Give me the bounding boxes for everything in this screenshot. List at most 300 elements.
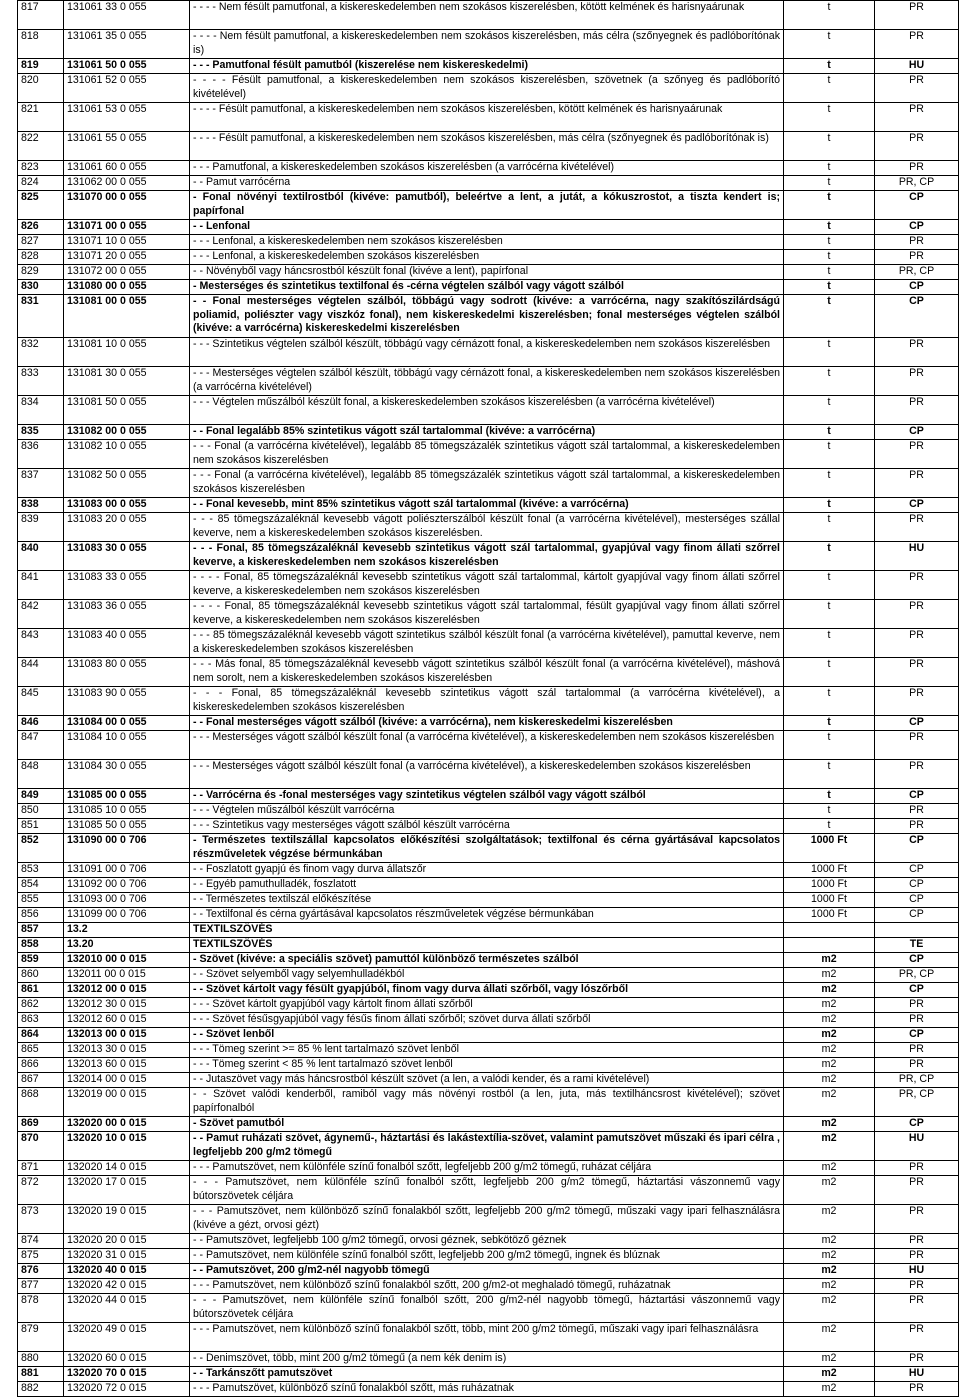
- unit-cell: t: [784, 161, 875, 176]
- description-cell: - - Növényből vagy háncsrostból készült fonal (kivéve a lent), papírfonal: [190, 265, 784, 280]
- description-cell: - Fonal növényi textilrostból (kivéve: pamutból), beleértve a lent, a jutát, a kókuszrostot, a tiszta kendert is; papírfonal: [190, 191, 784, 220]
- survey-type-cell: PR: [875, 1205, 959, 1234]
- survey-type-cell: PR: [875, 629, 959, 658]
- row-number-cell: 877: [18, 1279, 64, 1294]
- product-code-cell: 131084 00 0 055: [64, 716, 190, 731]
- unit-cell: m2: [784, 1234, 875, 1249]
- row-number-cell: 818: [18, 30, 64, 59]
- unit-cell: t: [784, 338, 875, 367]
- description-cell: - Mesterséges és szintetikus textilfonal és -cérna végtelen szálból vagy vágott szálból: [190, 280, 784, 295]
- product-code-cell: 131071 10 0 055: [64, 235, 190, 250]
- table-row: [18, 1205, 959, 1234]
- survey-type-cell: CP: [875, 789, 959, 804]
- product-code-cell: 132013 30 0 015: [64, 1043, 190, 1058]
- table-row: [18, 1132, 959, 1161]
- unit-cell: m2: [784, 998, 875, 1013]
- product-code-cell: 131083 36 0 055: [64, 600, 190, 629]
- unit-cell: t: [784, 658, 875, 687]
- description-cell: - - Varrócérna és -fonal mesterséges vagy szintetikus végtelen szálból vagy vágott szálból: [190, 789, 784, 804]
- survey-type-cell: CP: [875, 716, 959, 731]
- row-number-cell: 869: [18, 1117, 64, 1132]
- unit-cell: m2: [784, 983, 875, 998]
- product-code-cell: 131083 30 0 055: [64, 542, 190, 571]
- survey-type-cell: PR: [875, 571, 959, 600]
- row-number-cell: 879: [18, 1323, 64, 1352]
- survey-type-cell: PR: [875, 1249, 959, 1264]
- survey-type-cell: PR, CP: [875, 1073, 959, 1088]
- row-number-cell: 845: [18, 687, 64, 716]
- description-cell: - - - Pamutfonal, a kiskereskedelemben szokásos kiszerelésben (a varrócérna kivételével): [190, 161, 784, 176]
- table-row: [18, 250, 959, 265]
- survey-type-cell: PR: [875, 440, 959, 469]
- description-cell: - - - Végtelen műszálból készült fonal, a kiskereskedelemben szokásos kiszerelésben (a varrócérna kivételével): [190, 396, 784, 425]
- product-code-cell: 131083 00 0 055: [64, 498, 190, 513]
- survey-type-cell: PR, CP: [875, 176, 959, 191]
- description-cell: - - - - Fésült pamutfonal, a kiskereskedelemben nem szokásos kiszerelésben, kötött kelmének és harisnyaárunak: [190, 103, 784, 132]
- unit-cell: m2: [784, 1028, 875, 1043]
- survey-type-cell: PR: [875, 1323, 959, 1352]
- survey-type-cell: HU: [875, 1264, 959, 1279]
- unit-cell: t: [784, 176, 875, 191]
- product-code-cell: 132020 31 0 015: [64, 1249, 190, 1264]
- unit-cell: t: [784, 513, 875, 542]
- table-row: [18, 1013, 959, 1028]
- row-number-cell: 851: [18, 819, 64, 834]
- product-code-cell: 132020 44 0 015: [64, 1294, 190, 1323]
- survey-type-cell: CP: [875, 425, 959, 440]
- unit-cell: m2: [784, 1382, 875, 1397]
- table-row: [18, 191, 959, 220]
- product-code-cell: 131070 00 0 055: [64, 191, 190, 220]
- table-row: [18, 1249, 959, 1264]
- unit-cell: m2: [784, 1205, 875, 1234]
- description-cell: - - - - Nem fésült pamutfonal, a kiskereskedelemben nem szokásos kiszerelésben, kötött kelmének és harisnyaárunak: [190, 1, 784, 30]
- survey-type-cell: CP: [875, 191, 959, 220]
- survey-type-cell: CP: [875, 280, 959, 295]
- product-code-cell: 131080 00 0 055: [64, 280, 190, 295]
- survey-type-cell: CP: [875, 863, 959, 878]
- unit-cell: t: [784, 571, 875, 600]
- product-code-cell: 131090 00 0 706: [64, 834, 190, 863]
- row-number-cell: 866: [18, 1058, 64, 1073]
- row-number-cell: 852: [18, 834, 64, 863]
- table-row: [18, 571, 959, 600]
- survey-type-cell: HU: [875, 1367, 959, 1382]
- table-row: [18, 629, 959, 658]
- row-number-cell: 819: [18, 59, 64, 74]
- unit-cell: t: [784, 629, 875, 658]
- product-code-cell: 131061 55 0 055: [64, 132, 190, 161]
- description-cell: - - Denimszövet, több, mint 200 g/m2 tömegű (a nem kék denim is): [190, 1352, 784, 1367]
- row-number-cell: 826: [18, 220, 64, 235]
- product-code-cell: 131085 50 0 055: [64, 819, 190, 834]
- product-code-cell: 131082 00 0 055: [64, 425, 190, 440]
- product-code-cell: 131061 35 0 055: [64, 30, 190, 59]
- description-cell: - Szövet pamutból: [190, 1117, 784, 1132]
- row-number-cell: 836: [18, 440, 64, 469]
- description-cell: - - - Pamutszövet, nem különböző színű fonalakból szőtt, legfeljebb 200 g/m2 tömegű, műszaki vagy ipari felhasználásra (kivéve a gézt, orvosi gézt): [190, 1205, 784, 1234]
- unit-cell: t: [784, 819, 875, 834]
- table-row: [18, 1234, 959, 1249]
- row-number-cell: 847: [18, 731, 64, 760]
- table-row: [18, 893, 959, 908]
- table-body: [18, 1, 959, 1397]
- description-cell: - - - Végtelen műszálból készült varrócérna: [190, 804, 784, 819]
- table-row: [18, 760, 959, 789]
- product-code-cell: 131061 60 0 055: [64, 161, 190, 176]
- description-cell: - - - Mesterséges vágott szálból készült fonal (a varrócérna kivételével), a kiskereskedelemben nem szokásos kiszerelésben: [190, 731, 784, 760]
- row-number-cell: 863: [18, 1013, 64, 1028]
- description-cell: - - - Tömeg szerint < 85 % lent tartalmazó szövet lenből: [190, 1058, 784, 1073]
- survey-type-cell: CP: [875, 878, 959, 893]
- row-number-cell: 862: [18, 998, 64, 1013]
- unit-cell: m2: [784, 1117, 875, 1132]
- table-row: [18, 1088, 959, 1117]
- unit-cell: 1000 Ft: [784, 878, 875, 893]
- unit-cell: t: [784, 804, 875, 819]
- survey-type-cell: PR: [875, 161, 959, 176]
- survey-type-cell: TE: [875, 938, 959, 953]
- row-number-cell: 831: [18, 295, 64, 338]
- survey-type-cell: HU: [875, 1132, 959, 1161]
- row-number-cell: 843: [18, 629, 64, 658]
- unit-cell: m2: [784, 1088, 875, 1117]
- product-code-cell: 132011 00 0 015: [64, 968, 190, 983]
- product-code-cell: 131081 10 0 055: [64, 338, 190, 367]
- table-row: [18, 280, 959, 295]
- survey-type-cell: PR: [875, 687, 959, 716]
- product-code-cell: 131091 00 0 706: [64, 863, 190, 878]
- survey-type-cell: CP: [875, 893, 959, 908]
- unit-cell: t: [784, 1, 875, 30]
- product-code-cell: 131099 00 0 706: [64, 908, 190, 923]
- description-cell: - - - Szintetikus vagy mesterséges vágott szálból készült varrócérna: [190, 819, 784, 834]
- unit-cell: m2: [784, 1323, 875, 1352]
- row-number-cell: 857: [18, 923, 64, 938]
- survey-type-cell: CP: [875, 295, 959, 338]
- table-row: [18, 983, 959, 998]
- row-number-cell: 842: [18, 600, 64, 629]
- table-row: [18, 235, 959, 250]
- description-cell: - - - 85 tömegszázaléknál kevesebb vágott szintetikus szálból készült fonal (a varrócérna kivételével), pamuttal keverve, nem a kiskereskedelemben szokásos kiszerelésben: [190, 629, 784, 658]
- unit-cell: m2: [784, 1352, 875, 1367]
- row-number-cell: 817: [18, 1, 64, 30]
- unit-cell: 1000 Ft: [784, 863, 875, 878]
- table-row: [18, 74, 959, 103]
- description-cell: - - - - Fésült pamutfonal, a kiskereskedelemben nem szokásos kiszerelésben, szövetnek (a szőnyeg és padlóborító kivételével): [190, 74, 784, 103]
- row-number-cell: 880: [18, 1352, 64, 1367]
- survey-type-cell: CP: [875, 498, 959, 513]
- table-row: [18, 103, 959, 132]
- unit-cell: m2: [784, 1043, 875, 1058]
- description-cell: - - Fonal mesterséges vágott szálból (kivéve: a varrócérna), nem kiskereskedelmi kiszerelésben: [190, 716, 784, 731]
- description-cell: - - Jutaszövet vagy más háncsrostból készült szövet (a len, a valódi kender, és a rami kivételével): [190, 1073, 784, 1088]
- description-cell: - - - - Nem fésült pamutfonal, a kiskereskedelemben nem szokásos kiszerelésben, más célra (szőnyegnek és padlóborítónak is): [190, 30, 784, 59]
- unit-cell: m2: [784, 1264, 875, 1279]
- description-cell: - - Szövet lenből: [190, 1028, 784, 1043]
- product-code-cell: 131083 20 0 055: [64, 513, 190, 542]
- row-number-cell: 832: [18, 338, 64, 367]
- description-cell: - - Textilfonal és cérna gyártásával kapcsolatos részműveletek végzése bérmunkában: [190, 908, 784, 923]
- row-number-cell: 882: [18, 1382, 64, 1397]
- row-number-cell: 834: [18, 396, 64, 425]
- description-cell: - - Fonal legalább 85% szintetikus vágott szál tartalommal (kivéve: a varrócérna): [190, 425, 784, 440]
- row-number-cell: 850: [18, 804, 64, 819]
- product-code-cell: 131093 00 0 706: [64, 893, 190, 908]
- table-row: [18, 1279, 959, 1294]
- product-code-cell: 132020 40 0 015: [64, 1264, 190, 1279]
- table-row: [18, 834, 959, 863]
- survey-type-cell: PR: [875, 1352, 959, 1367]
- table-row: [18, 338, 959, 367]
- row-number-cell: 840: [18, 542, 64, 571]
- description-cell: - - - Pamutszövet, nem különféle színű fonalból szőtt, legfeljebb 200 g/m2 tömegű, háztartási vászonnemű vagy bútorszövetek céljára: [190, 1176, 784, 1205]
- description-cell: - - Fonal kevesebb, mint 85% szintetikus vágott szál tartalommal (kivéve: a varrócérna): [190, 498, 784, 513]
- table-row: [18, 30, 959, 59]
- description-cell: - - Pamutszövet, nem különféle színű fonalból szőtt, legfeljebb 200 g/m2 tömegű, ingnek és blúznak: [190, 1249, 784, 1264]
- description-cell: - - Foszlatott gyapjú és finom vagy durva állatszőr: [190, 863, 784, 878]
- unit-cell: [784, 923, 875, 938]
- survey-type-cell: [875, 923, 959, 938]
- product-code-cell: 131082 10 0 055: [64, 440, 190, 469]
- row-number-cell: 828: [18, 250, 64, 265]
- unit-cell: t: [784, 220, 875, 235]
- product-code-cell: 132012 00 0 015: [64, 983, 190, 998]
- row-number-cell: 878: [18, 1294, 64, 1323]
- description-cell: - - - Pamutszövet, nem különféle színű fonalból szőtt, legfeljebb 200 g/m2 tömegű, ruházat céljára: [190, 1161, 784, 1176]
- survey-type-cell: PR: [875, 30, 959, 59]
- table-row: [18, 1382, 959, 1397]
- description-cell: - - - - Fonal, 85 tömegszázaléknál kevesebb szintetikus vágott szál tartalommal, fésült gyapjúval vagy finom állati szőrrel keverve, a kiskereskedelemben nem szokásos kiszerelésben: [190, 600, 784, 629]
- survey-type-cell: PR: [875, 1176, 959, 1205]
- survey-type-cell: PR, CP: [875, 1088, 959, 1117]
- table-row: [18, 265, 959, 280]
- product-code-cell: 131083 80 0 055: [64, 658, 190, 687]
- table-row: [18, 425, 959, 440]
- row-number-cell: 824: [18, 176, 64, 191]
- table-row: [18, 59, 959, 74]
- row-number-cell: 859: [18, 953, 64, 968]
- unit-cell: t: [784, 30, 875, 59]
- row-number-cell: 822: [18, 132, 64, 161]
- survey-type-cell: PR: [875, 760, 959, 789]
- table-row: [18, 1043, 959, 1058]
- product-code-cell: 132020 60 0 015: [64, 1352, 190, 1367]
- table-row: [18, 542, 959, 571]
- row-number-cell: 829: [18, 265, 64, 280]
- row-number-cell: 872: [18, 1176, 64, 1205]
- survey-type-cell: PR: [875, 658, 959, 687]
- row-number-cell: 823: [18, 161, 64, 176]
- survey-type-cell: CP: [875, 953, 959, 968]
- product-code-cell: 132020 00 0 015: [64, 1117, 190, 1132]
- table-row: [18, 1264, 959, 1279]
- unit-cell: t: [784, 469, 875, 498]
- survey-type-cell: PR: [875, 250, 959, 265]
- product-code-cell: 131085 10 0 055: [64, 804, 190, 819]
- table-row: [18, 513, 959, 542]
- row-number-cell: 830: [18, 280, 64, 295]
- description-cell: - Természetes textilszállal kapcsolatos előkészítési szolgáltatások; textilfonal és cérna gyártásával kapcsolatos részműveletek végzése bérmunkában: [190, 834, 784, 863]
- description-cell: - - - 85 tömegszázaléknál kevesebb vágott poliészterszálból készült fonal (a varrócérna kivételével), mesterséges szállal keverve, nem a kiskereskedelemben szokásos kiszerelésben.: [190, 513, 784, 542]
- survey-type-cell: PR: [875, 1013, 959, 1028]
- description-cell: - - Pamut varrócérna: [190, 176, 784, 191]
- row-number-cell: 838: [18, 498, 64, 513]
- table-row: [18, 908, 959, 923]
- description-cell: - - - Szövet fésűsgyapjúból vagy fésűs finom állati szőrből; szövet durva állati szőrből: [190, 1013, 784, 1028]
- product-code-cell: 131082 50 0 055: [64, 469, 190, 498]
- survey-type-cell: PR: [875, 396, 959, 425]
- row-number-cell: 860: [18, 968, 64, 983]
- product-code-cell: 131084 10 0 055: [64, 731, 190, 760]
- description-cell: - - Lenfonal: [190, 220, 784, 235]
- description-cell: - Szövet (kivéve: a speciális szövet) pamuttól különböző természetes szálból: [190, 953, 784, 968]
- table-row: [18, 658, 959, 687]
- unit-cell: t: [784, 250, 875, 265]
- unit-cell: m2: [784, 1013, 875, 1028]
- survey-type-cell: PR, CP: [875, 968, 959, 983]
- table-row: [18, 440, 959, 469]
- product-code-cell: 131061 33 0 055: [64, 1, 190, 30]
- survey-type-cell: PR: [875, 600, 959, 629]
- product-code-cell: 132012 60 0 015: [64, 1013, 190, 1028]
- survey-type-cell: PR: [875, 819, 959, 834]
- row-number-cell: 841: [18, 571, 64, 600]
- row-number-cell: 861: [18, 983, 64, 998]
- description-cell: - - - Más fonal, 85 tömegszázaléknál kevesebb vágott szintetikus szálból készült fonal (a varrócérna kivételével), máshová nem sorolt, nem a kiskereskedelemben szokásos kiszerelésben: [190, 658, 784, 687]
- product-code-cell: 132020 17 0 015: [64, 1176, 190, 1205]
- unit-cell: [784, 938, 875, 953]
- product-code-cell: 131083 33 0 055: [64, 571, 190, 600]
- description-cell: - - Szövet valódi kenderből, ramiból vagy más növényi rostból (a len, juta, más textilháncsrost kivételével); szövet papírfonalból: [190, 1088, 784, 1117]
- product-code-cell: 131081 30 0 055: [64, 367, 190, 396]
- survey-type-cell: PR: [875, 731, 959, 760]
- product-code-cell: 132020 19 0 015: [64, 1205, 190, 1234]
- description-cell: - - - Lenfonal, a kiskereskedelemben szokásos kiszerelésben: [190, 250, 784, 265]
- row-number-cell: 864: [18, 1028, 64, 1043]
- table-row: [18, 469, 959, 498]
- unit-cell: m2: [784, 1176, 875, 1205]
- table-row: [18, 687, 959, 716]
- row-number-cell: 825: [18, 191, 64, 220]
- row-number-cell: 875: [18, 1249, 64, 1264]
- product-code-cell: 132010 00 0 015: [64, 953, 190, 968]
- row-number-cell: 844: [18, 658, 64, 687]
- unit-cell: m2: [784, 1073, 875, 1088]
- survey-type-cell: PR: [875, 1058, 959, 1073]
- product-code-cell: 131062 00 0 055: [64, 176, 190, 191]
- survey-type-cell: PR: [875, 469, 959, 498]
- product-code-cell: 132020 10 0 015: [64, 1132, 190, 1161]
- product-code-cell: 132020 70 0 015: [64, 1367, 190, 1382]
- unit-cell: 1000 Ft: [784, 834, 875, 863]
- unit-cell: m2: [784, 1294, 875, 1323]
- product-code-cell: 131071 00 0 055: [64, 220, 190, 235]
- survey-type-cell: PR: [875, 1161, 959, 1176]
- description-cell: - - - - Fonal, 85 tömegszázaléknál kevesebb szintetikus vágott szál tartalommal, kártolt gyapjúval vagy finom állati szőrrel keverve, a kiskereskedelemben nem szokásos kiszerelésben: [190, 571, 784, 600]
- description-cell: - - - Lenfonal, a kiskereskedelemben nem szokásos kiszerelésben: [190, 235, 784, 250]
- description-cell: - - - Fonal, 85 tömegszázaléknál kevesebb szintetikus vágott szál tartalommal (a varrócérna kivételével), a kiskereskedelemben szokásos kiszerelésben: [190, 687, 784, 716]
- product-code-cell: 131072 00 0 055: [64, 265, 190, 280]
- product-code-cell: 131092 00 0 706: [64, 878, 190, 893]
- unit-cell: t: [784, 760, 875, 789]
- row-number-cell: 848: [18, 760, 64, 789]
- survey-type-cell: PR: [875, 1382, 959, 1397]
- table-row: [18, 804, 959, 819]
- table-row: [18, 998, 959, 1013]
- table-row: [18, 161, 959, 176]
- description-cell: - - - Fonal (a varrócérna kivételével), legalább 85 tömegszázalék szintetikus vágott szál tartalommal, a kiskereskedelemben nem szokásos kiszerelésben: [190, 440, 784, 469]
- product-code-cell: 132020 49 0 015: [64, 1323, 190, 1352]
- survey-type-cell: CP: [875, 908, 959, 923]
- table-row: [18, 938, 959, 953]
- unit-cell: t: [784, 498, 875, 513]
- unit-cell: m2: [784, 1161, 875, 1176]
- survey-type-cell: PR: [875, 1234, 959, 1249]
- description-cell: - - - Szövet kártolt gyapjúból vagy kártolt finom állati szőrből: [190, 998, 784, 1013]
- table-row: [18, 1323, 959, 1352]
- unit-cell: m2: [784, 1249, 875, 1264]
- table-row: [18, 863, 959, 878]
- unit-cell: m2: [784, 1279, 875, 1294]
- survey-type-cell: CP: [875, 220, 959, 235]
- product-code-cell: 131061 53 0 055: [64, 103, 190, 132]
- unit-cell: m2: [784, 953, 875, 968]
- product-code-cell: 132014 00 0 015: [64, 1073, 190, 1088]
- table-row: [18, 1073, 959, 1088]
- description-cell: - - Szövet kártolt vagy fésült gyapjúból, finom vagy durva állati szőrből, vagy lószőrből: [190, 983, 784, 998]
- description-cell: - - - Pamutszövet, nem különböző színű fonalakból szőtt, 200 g/m2-ot meghaladó tömegű, ruházatnak: [190, 1279, 784, 1294]
- description-cell: - - Természetes textilszál előkészítése: [190, 893, 784, 908]
- product-code-cell: 131083 90 0 055: [64, 687, 190, 716]
- survey-type-cell: PR: [875, 235, 959, 250]
- description-cell: - - Fonal mesterséges végtelen szálból, többágú vagy sodrott (kivéve: a varrócérna, nagy szakítószilárdságú poliamid, poliészter vagy viszkóz fonal), nem kiskereskedelmi kiszerelésben; fonal mesterséges végtelen szálból (kivéve: a varrócérna) kiskereskedelmi kiszerelésben: [190, 295, 784, 338]
- product-code-cell: 131084 30 0 055: [64, 760, 190, 789]
- survey-type-cell: CP: [875, 983, 959, 998]
- description-cell: - - - Fonal, 85 tömegszázaléknál kevesebb szintetikus vágott szál tartalommal, gyapjúval vagy finom állati szőrrel keverve, a kiskereskedelemben nem szokásos kiszerelésben: [190, 542, 784, 571]
- unit-cell: t: [784, 191, 875, 220]
- unit-cell: t: [784, 542, 875, 571]
- unit-cell: t: [784, 132, 875, 161]
- unit-cell: t: [784, 295, 875, 338]
- row-number-cell: 874: [18, 1234, 64, 1249]
- unit-cell: t: [784, 731, 875, 760]
- table-row: [18, 716, 959, 731]
- unit-cell: t: [784, 103, 875, 132]
- row-number-cell: 868: [18, 1088, 64, 1117]
- table-row: [18, 1367, 959, 1382]
- product-code-cell: 131071 20 0 055: [64, 250, 190, 265]
- description-cell: - - - Mesterséges végtelen szálból készült, többágú vagy cérnázott fonal, a kiskereskedelemben nem szokásos kiszerelésben (a varrócérna kivételével): [190, 367, 784, 396]
- unit-cell: m2: [784, 968, 875, 983]
- table-row: [18, 923, 959, 938]
- unit-cell: t: [784, 74, 875, 103]
- row-number-cell: 820: [18, 74, 64, 103]
- row-number-cell: 870: [18, 1132, 64, 1161]
- survey-type-cell: CP: [875, 834, 959, 863]
- table-row: [18, 1161, 959, 1176]
- unit-cell: m2: [784, 1132, 875, 1161]
- survey-type-cell: PR: [875, 338, 959, 367]
- row-number-cell: 849: [18, 789, 64, 804]
- unit-cell: t: [784, 59, 875, 74]
- description-cell: - - Pamutszövet, legfeljebb 100 g/m2 tömegű, orvosi géznek, sebkötöző géznek: [190, 1234, 784, 1249]
- unit-cell: 1000 Ft: [784, 893, 875, 908]
- description-cell: - - - Pamutszövet, különböző színű fonalakból szőtt, más ruházatnak: [190, 1382, 784, 1397]
- row-number-cell: 837: [18, 469, 64, 498]
- table-row: [18, 220, 959, 235]
- row-number-cell: 853: [18, 863, 64, 878]
